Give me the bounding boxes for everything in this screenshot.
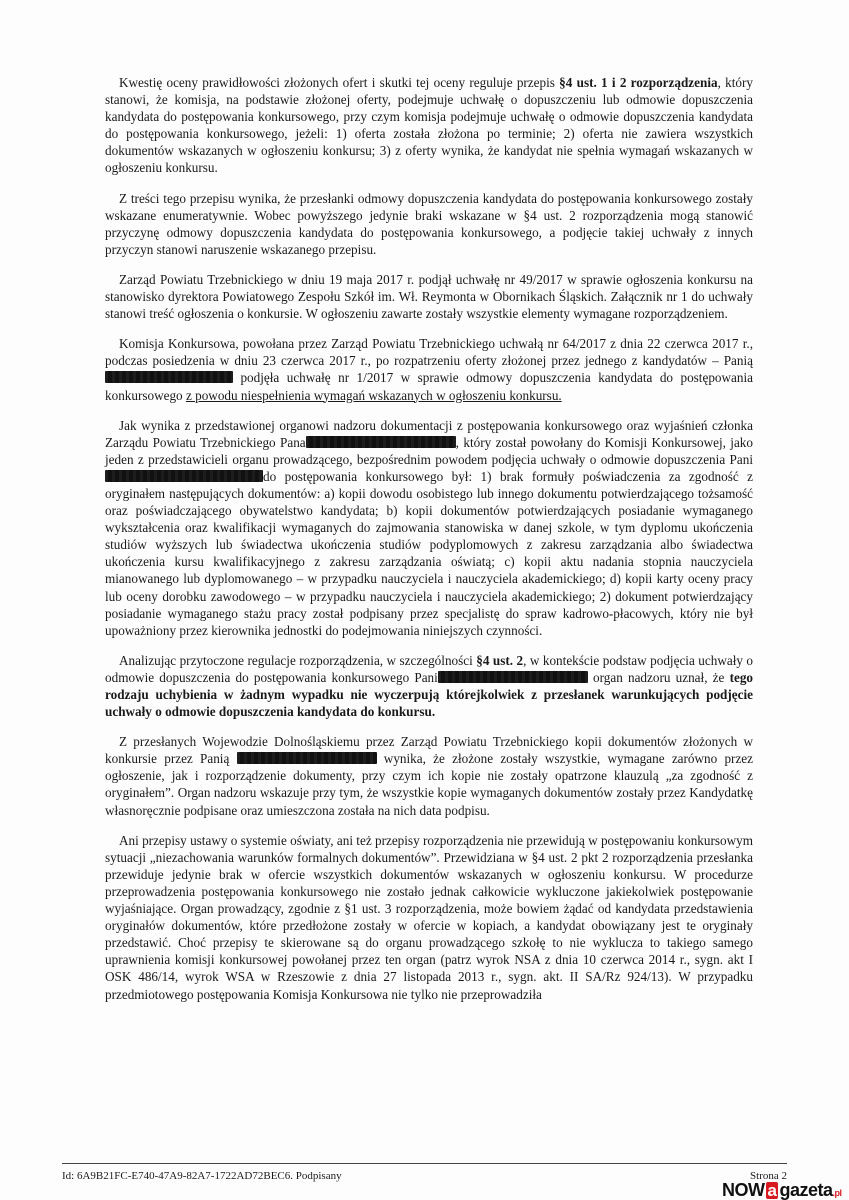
page-footer	[62, 1163, 787, 1180]
bold-reference: §4 ust. 1 i 2 rozporządzenia	[559, 75, 718, 90]
redaction-bar	[306, 436, 456, 448]
paragraph-7: Z przesłanych Wojewodzie Dolnośląskiemu przez Zarząd Powiatu Trzebnickiego kopii dokumentów złożonych w konkursie przez Panią wynika, że złożone zostały wszystkie, wymagane zarówno przez ogłoszenie, jak i rozporządzenie dokumenty, przy czym ich kopie nie zostały opatrzone klauzulą „za zgodność z oryginałem”. Organ nadzoru wskazuje przy tym, że wszystkie kopie wymaganych dokumentów zostały przez Kandydatkę własnoręcznie podpisane oraz umieszczona została na nich data podpisu.	[105, 734, 753, 818]
redaction-bar	[237, 752, 377, 764]
document-body	[105, 74, 753, 1016]
underlined-text: z powodu niespełnienia wymagań wskazanych w ogłoszeniu konkursu.	[185, 387, 562, 403]
page-number: Strona 2	[750, 1170, 787, 1182]
paragraph-1: Kwestię oceny prawidłowości złożonych ofert i skutki tej oceny reguluje przepis §4 ust. 1 i 2 rozporządzenia, który stanowi, że komisja, na podstawie złożonej oferty, podejmuje uchwałę o dopuszczeniu lub odmowie dopuszczenia kandydata do postępowania konkursowego, przy czym komisja podejmuje uchwałę o odmowie dopuszczenia kandydata do postępowania konkursowego, jeżeli: 1) oferta została złożona po terminie; 2) oferta nie zawiera wszystkich dokumentów wskazanych w ogłoszeniu konkursu; 3) z oferty wynika, że kandydat nie spełnia wymagań wskazanych w ogłoszeniu konkursu.	[105, 75, 753, 176]
paragraph-3: Zarząd Powiatu Trzebnickiego w dniu 19 maja 2017 r. podjął uchwałę nr 49/2017 w sprawie ogłoszenia konkursu na stanowisko dyrektora Powiatowego Zespołu Szkół im. Wł. Reymonta w Obornikach Śląskich. Załącznik nr 1 do uchwały stanowi treść ogłoszenia o konkursie. W ogłoszeniu zawarte zostały wszystkie elementy wymagane rozporządzeniem.	[105, 271, 753, 322]
bold-reference: §4 ust. 2	[476, 652, 524, 668]
redaction-bar	[438, 671, 588, 683]
paragraph-2: Z treści tego przepisu wynika, że przesłanki odmowy dopuszczenia kandydata do postępowania konkursowego zostały wskazane enumeratywnie. Wobec powyższego jedynie braki wskazane w §4 ust. 2 rozporządzenia mogą stanowić przyczynę odmowy dopuszczenia kandydata do postępowania konkursowego, a podjęcie takiej uchwały z innych przyczyn stanowi naruszenie wskazanego przepisu.	[105, 190, 753, 257]
paragraph-8: Ani przepisy ustawy o systemie oświaty, ani też przepisy rozporządzenia nie przewidują w postępowaniu konkursowym sytuacji „niezachowania warunków formalnych dokumentów”. Przewidziana w §4 ust. 2 pkt 2 rozporządzenia przesłanka przewiduje jedynie brak w ofercie wszystkich dokumentów wskazanych w ogłoszeniu konkursu. W procedurze przeprowadzenia postępowania konkursowego nie zostało jednak całkowicie wykluczone jakiekolwiek postępowanie wyjaśniające. Organ prowadzący, zgodnie z §1 ust. 3 rozporządzenia, może bowiem żądać od kandydata przedstawienia oryginałów dokumentów, które przedłożone zostały w ofercie w kopiach, a kandydat obowiązany jest te oryginały przedstawić. Choć przepisy te skierowane są do organu prowadzącego szkołę to nie wyklucza to takiego samego uprawnienia komisji konkursowej powołanej przez ten organ (patrz wyrok NSA z dnia 10 czerwca 2014 r., sygn. akt I OSK 486/14, wyrok WSA w Rzeszowie z dnia 27 listopada 2013 r., sygn. akt. II SA/Rz 924/13). W przypadku przedmiotowego postępowania Komisja Konkursowa nie tylko nie przeprowadziła	[105, 832, 753, 1002]
document-id: Id: 6A9B21FC-E740-47A9-82A7-1722AD72BEC6. Podpisany	[62, 1170, 342, 1182]
paragraph-6: Analizując przytoczone regulacje rozporządzenia, w szczególności §4 ust. 2, w kontekście podstaw podjęcia uchwały o odmowie dopuszczenia do postępowania konkursowego Pani organ nadzoru uznał, że tego rodzaju uchybienia w żadnym wypadku nie wyczerpują którejkolwiek z przesłanek warunkujących podjęcie uchwały o odmowie dopuszczenia kandydata do konkursu.	[105, 652, 754, 720]
bold-conclusion: tego rodzaju uchybienia w żadnym wypadku nie wyczerpują którejkolwiek z przesłanek warunkujących podjęcie uchwały o odmowie dopuszczenia kandydata do konkursu.	[105, 669, 754, 720]
paragraph-4: Komisja Konkursowa, powołana przez Zarząd Powiatu Trzebnickiego uchwałą nr 64/2017 z dnia 22 czerwca 2017 r., podczas posiedzenia w dniu 23 czerwca 2017 r., po rozpatrzeniu oferty złożonej przez jednego z kandydatów – Panią podjęła uchwałę nr 1/2017 w sprawie odmowy dopuszczenia kandydata do postępowania konkursowego z powodu niespełnienia wymagań wskazanych w ogłoszeniu konkursu.	[105, 336, 753, 403]
redaction-bar	[105, 470, 263, 482]
redaction-bar	[105, 371, 233, 383]
paragraph-5: Jak wynika z przedstawionej organowi nadzoru dokumentacji z postępowania konkursowego oraz wyjaśnień członka Zarządu Powiatu Trzebnickiego Pana , który został powołany do Komisji Konkursowej, jako jeden z przedstawicieli organu prowadzącego, bezpośrednim powodem podjęcia uchwały o odmowie dopuszczenia Panido postępowania konkursowego był: 1) brak formuły poświadczenia za zgodność z oryginałem następujących dokumentów: a) kopii dowodu osobistego lub innego dokumentu potwierdzającego tożsamość oraz poświadczającego obywatelstwo kandydata; b) kopii dokumentów potwierdzających posiadanie wymaganego wykształcenia oraz kwalifikacji wymaganych do zajmowania stanowiska w danej szkole, w tym dyplomu ukończenia studiów wyższych lub świadectwa ukończenia studiów podyplomowych z zakresu zarządzania albo świadectwa ukończenia kursu kwalifikacyjnego z zakresu zarządzania oświatą; c) kopii aktu nadania stopnia nauczyciela mianowanego lub dyplomowanego – w przypadku nauczyciela i nauczyciela akademickiego; d) kopii karty oceny pracy lub oceny dorobku zawodowego – w przypadku nauczyciela i nauczyciela akademickiego; 2) dokument potwierdzający posiadanie wymaganego stażu pracy został podpisany przez specjalistę do spraw kadrowo-płacowych, który nie był upoważniony przez kierownika jednostki do podejmowania niniejszych czynności.	[105, 417, 753, 638]
nowagazeta-logo: NOW a gazeta.pl	[722, 1180, 842, 1200]
